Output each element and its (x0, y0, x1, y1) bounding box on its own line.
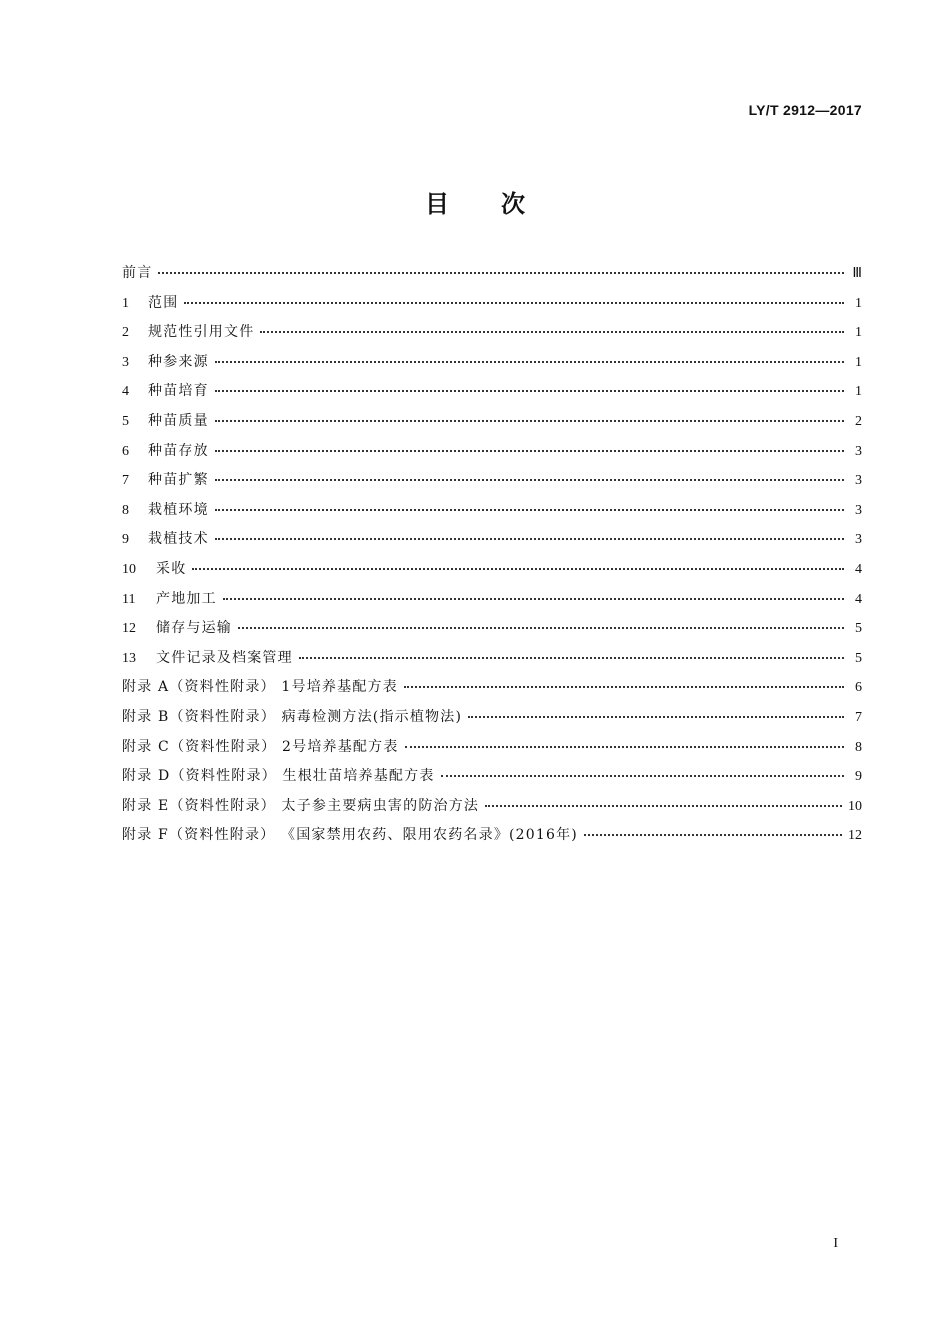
toc-entry-2[interactable] (122, 321, 862, 351)
toc-entry-page: Ⅲ (852, 266, 862, 281)
toc-entry-label: 附录 A（资料性附录） 1号培养基配方表 (122, 679, 398, 696)
toc-entry-number: 13 (122, 650, 136, 666)
toc-entry-5[interactable] (122, 410, 862, 440)
toc-entry-page: 3 (855, 532, 862, 548)
toc-entry-label: 范围 (148, 294, 179, 311)
toc-dot-leader (192, 568, 844, 570)
toc-entry-label: 产地加工 (156, 590, 217, 607)
toc-entry-number: 9 (122, 532, 129, 548)
toc-entry-3[interactable] (122, 351, 862, 381)
toc-entry-page: 10 (848, 798, 862, 814)
toc-entry-number: 12 (122, 621, 136, 637)
toc-entry-label: 种参来源 (148, 353, 209, 370)
toc-entry-number: 5 (122, 413, 129, 429)
toc-entry-number: 2 (122, 325, 129, 341)
toc-entry-page: 3 (855, 502, 862, 518)
toc-entry-number: 4 (122, 384, 129, 400)
toc-entry-label: 储存与运输 (156, 620, 232, 637)
toc-entry-appendix-e[interactable] (122, 795, 862, 825)
toc-dot-leader (468, 716, 844, 718)
title-char-2: 次 (501, 190, 525, 218)
toc-dot-leader (584, 834, 842, 836)
toc-entry-4[interactable] (122, 380, 862, 410)
toc-dot-leader (215, 479, 844, 481)
toc-entry-number: 8 (122, 502, 129, 518)
toc-entry-label: 附录 F（资料性附录） 《国家禁用农药、限用农药名录》(2016年) (122, 827, 578, 844)
toc-entry-page: 1 (855, 325, 862, 341)
toc-dot-leader (260, 331, 844, 333)
toc-entry-label: 前言 (122, 265, 153, 281)
toc-entry-page: 1 (855, 295, 862, 311)
toc-entry-appendix-c[interactable] (122, 736, 862, 766)
toc-entry-page: 3 (855, 443, 862, 459)
toc-entry-7[interactable] (122, 469, 862, 499)
toc-dot-leader (238, 627, 844, 629)
toc-entry-label: 种苗存放 (148, 442, 209, 459)
toc-entry-12[interactable] (122, 617, 862, 647)
toc-entry-11[interactable] (122, 588, 862, 618)
toc-entry-number: 10 (122, 561, 136, 577)
toc-entry-label: 种苗质量 (148, 412, 209, 429)
toc-entry-page: 6 (855, 680, 862, 696)
toc-dot-leader (223, 598, 844, 600)
toc-dot-leader (404, 686, 844, 688)
toc-entry-foreword[interactable] (122, 262, 862, 292)
toc-dot-leader (215, 390, 844, 392)
toc-dot-leader (158, 272, 844, 274)
toc-entry-page: 3 (855, 473, 862, 489)
page-number: I (833, 1236, 838, 1251)
toc-entry-label: 附录 E（资料性附录） 太子参主要病虫害的防治方法 (122, 797, 480, 814)
toc-entry-appendix-d[interactable] (122, 765, 862, 795)
toc-entry-number: 7 (122, 473, 129, 489)
toc-entry-page: 9 (855, 769, 862, 785)
toc-entry-number: 3 (122, 354, 129, 370)
toc-dot-leader (184, 302, 844, 304)
table-of-contents (122, 262, 862, 854)
title-char-1: 目 (425, 190, 449, 218)
toc-dot-leader (215, 420, 844, 422)
toc-entry-appendix-b[interactable] (122, 706, 862, 736)
toc-entry-appendix-a[interactable] (122, 676, 862, 706)
toc-entry-label: 附录 C（资料性附录） 2号培养基配方表 (122, 738, 399, 755)
toc-dot-leader (215, 509, 844, 511)
standard-code: LY/T 2912—2017 (748, 102, 862, 118)
page-title (0, 184, 950, 219)
toc-entry-9[interactable] (122, 528, 862, 558)
toc-entry-label: 附录 D（资料性附录） 生根壮苗培养基配方表 (122, 768, 435, 785)
toc-dot-leader (405, 746, 844, 748)
toc-dot-leader (441, 775, 844, 777)
toc-entry-page: 12 (848, 828, 862, 844)
toc-entry-8[interactable] (122, 499, 862, 529)
toc-entry-number: 11 (122, 591, 136, 607)
toc-entry-label: 栽植环境 (148, 501, 209, 518)
toc-entry-page: 1 (855, 354, 862, 370)
toc-entry-label: 附录 B（资料性附录） 病毒检测方法(指示植物法) (122, 708, 463, 725)
toc-entry-6[interactable] (122, 440, 862, 470)
toc-entry-number: 6 (122, 443, 129, 459)
toc-entry-label: 栽植技术 (148, 531, 209, 548)
toc-entry-label: 规范性引用文件 (148, 324, 255, 341)
toc-entry-page: 5 (855, 650, 862, 666)
toc-entry-label: 采收 (156, 560, 187, 577)
toc-dot-leader (215, 361, 844, 363)
toc-dot-leader (299, 657, 844, 659)
toc-entry-13[interactable] (122, 647, 862, 677)
toc-entry-page: 4 (855, 591, 862, 607)
toc-entry-label: 文件记录及档案管理 (156, 649, 293, 666)
toc-entry-10[interactable] (122, 558, 862, 588)
toc-entry-label: 种苗培育 (148, 383, 209, 400)
toc-entry-appendix-f[interactable] (122, 824, 862, 854)
toc-entry-number: 1 (122, 295, 129, 311)
toc-entry-page: 8 (855, 739, 862, 755)
toc-dot-leader (215, 450, 844, 452)
toc-entry-page: 5 (855, 621, 862, 637)
toc-entry-label: 种苗扩繁 (148, 472, 209, 489)
toc-entry-page: 4 (855, 561, 862, 577)
toc-entry-page: 2 (855, 413, 862, 429)
toc-dot-leader (485, 805, 842, 807)
toc-entry-1[interactable] (122, 292, 862, 322)
toc-entry-page: 7 (855, 709, 862, 725)
toc-entry-page: 1 (855, 384, 862, 400)
toc-dot-leader (215, 538, 844, 540)
